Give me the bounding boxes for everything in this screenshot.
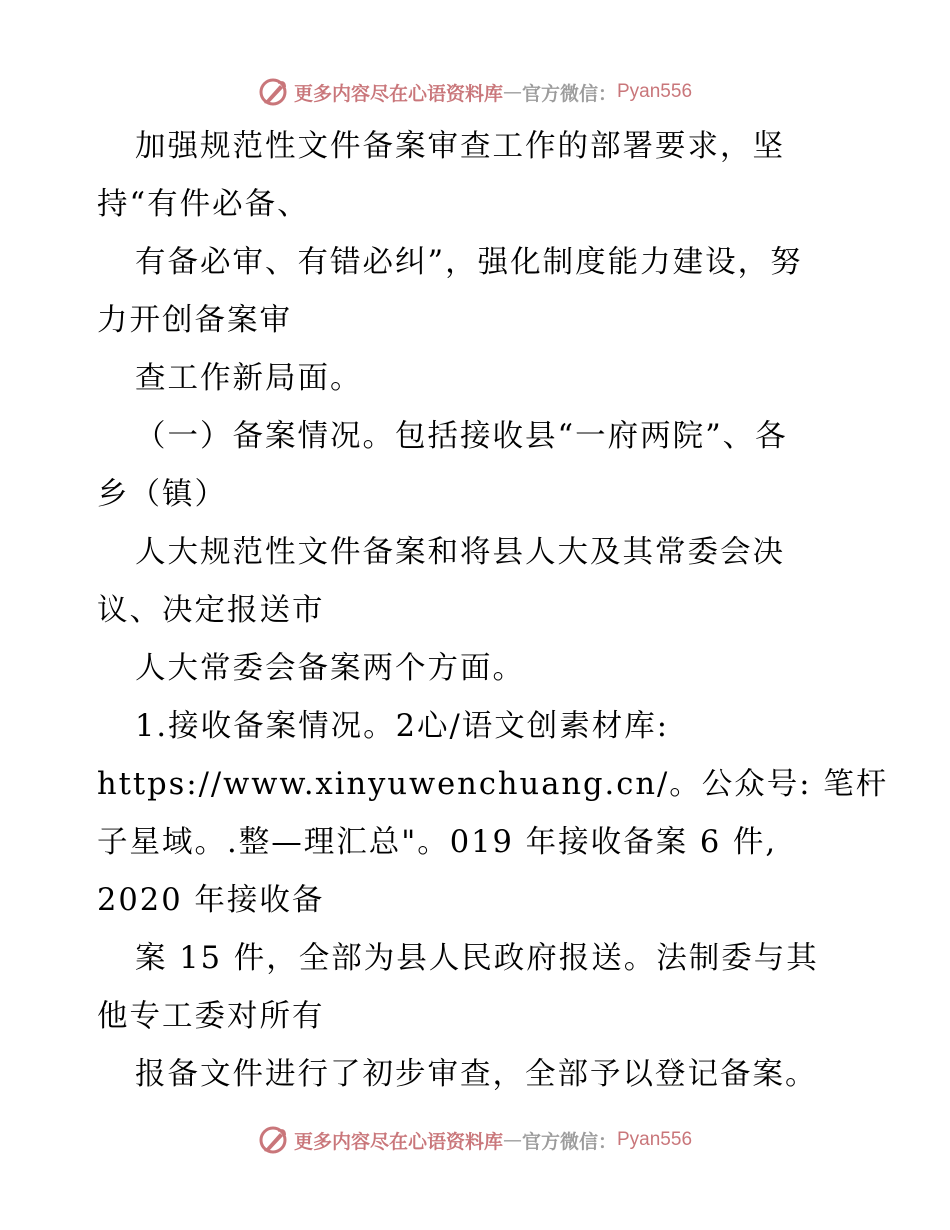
text-line: 报备文件进行了初步审查，全部予以登记备案。 [135, 1057, 818, 1092]
text-line: 力开创备案审 [97, 303, 292, 338]
banner-separator: — [502, 81, 522, 103]
text-line: 乡（镇） [97, 477, 227, 512]
text-line: 人大常委会备案两个方面。 [135, 651, 525, 686]
text-line: 子星域。.整—理汇总"。019 年接收备案 6 件, [97, 825, 778, 860]
footer-watermark-banner [0, 1120, 950, 1160]
text-line: 查工作新局面。 [135, 361, 363, 396]
banner-wechat-id: Pyan556 [617, 81, 693, 102]
header-watermark-banner [0, 72, 950, 112]
text-line: https://www.xinyuwenchuang.cn/。公众号: 笔杆 [97, 767, 889, 802]
banner-text: 更多内容尽在心语资料库 [293, 82, 503, 105]
text-line: 有备必审、有错必纠”，强化制度能力建设，努 [135, 245, 803, 280]
banner-wechat-label: 官方微信： [521, 82, 617, 105]
text-line: 2020 年接收备 [97, 883, 325, 918]
text-line: 持“有件必备、 [97, 187, 310, 222]
banner-separator: — [502, 1129, 522, 1151]
text-line: 他专工委对所有 [97, 999, 325, 1034]
text-line: 议、决定报送市 [97, 593, 325, 628]
quill-pen-logo-icon [258, 1125, 288, 1155]
banner-wechat-id: Pyan556 [617, 1129, 693, 1150]
banner-wechat-label: 官方微信： [521, 1130, 617, 1153]
banner-text: 更多内容尽在心语资料库 [293, 1130, 503, 1153]
quill-pen-logo-icon [258, 77, 288, 107]
text-line: （一）备案情况。包括接收县“一府两院”、各 [135, 419, 788, 454]
document-body [97, 118, 889, 1104]
text-line: 案 15 件，全部为县人民政府报送。法制委与其 [135, 941, 819, 976]
text-line: 人大规范性文件备案和将县人大及其常委会决 [135, 535, 785, 570]
text-line: 1.接收备案情况。2心/语文创素材库: [135, 709, 670, 744]
text-line: 加强规范性文件备案审查工作的部署要求，坚 [135, 129, 785, 164]
